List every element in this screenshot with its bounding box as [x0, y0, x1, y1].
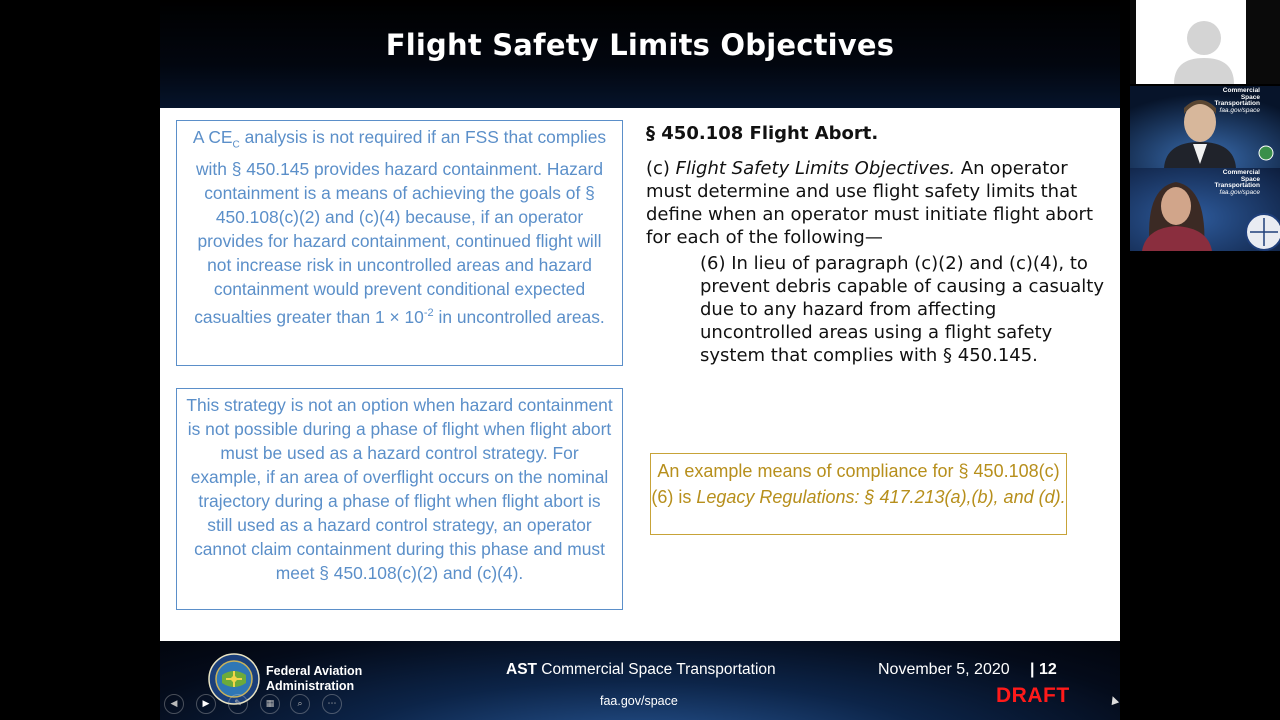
participant-tile-male[interactable]	[1130, 86, 1280, 168]
compliance-reference: Legacy Regulations: § 417.213(a),(b), and (d).	[696, 487, 1066, 507]
pen-icon[interactable]: ✎	[228, 694, 248, 714]
ast-name: Commercial Space Transportation	[537, 661, 776, 678]
ast-abbrev: AST	[506, 661, 537, 678]
participant-caption	[1214, 170, 1260, 196]
regulation-heading: § 450.108 Flight Abort.	[646, 123, 879, 144]
para-c-prefix: (c)	[646, 158, 676, 179]
regulation-paragraph-6: (6) In lieu of paragraph (c)(2) and (c)(4), to prevent debris capable of causing a casualty due to any hazard from affecting uncontrolled areas using a flight safety system that complies with § 450.145.	[700, 253, 1104, 366]
box1-text-a: A CE	[192, 127, 233, 147]
caption-line1: Commercial	[1222, 169, 1260, 176]
box1-text-c: in uncontrolled areas.	[433, 307, 605, 328]
grid-view-icon[interactable]: ▦	[260, 694, 280, 714]
faa-name-line1: Federal Aviation	[266, 664, 363, 678]
play-icon[interactable]: ▶	[196, 694, 216, 714]
footer-url: faa.gov/space	[600, 694, 678, 708]
page-number-value: 12	[1038, 661, 1057, 678]
compliance-box	[650, 453, 1067, 535]
page-number	[1030, 661, 1057, 679]
participant-tile-empty[interactable]	[1130, 0, 1280, 84]
caption-url: faa.gov/space	[1219, 188, 1260, 196]
compliance-text: An example means of compliance for § 450.108(c)(6) is	[651, 461, 1060, 507]
caption-line2: Space	[1240, 175, 1260, 183]
prev-slide-icon[interactable]: ◀	[164, 694, 184, 714]
caption-line3: Transportation	[1214, 100, 1260, 107]
more-icon[interactable]: ⋯	[322, 694, 342, 714]
slide-date: November 5, 2020	[878, 661, 1010, 678]
caption-line3: Transportation	[1214, 182, 1260, 189]
zoom-icon[interactable]: ⌕	[290, 694, 310, 714]
slide-title: Flight Safety Limits Objectives	[385, 28, 895, 62]
faa-name-line2: Administration	[266, 679, 355, 693]
caption-line2: Space	[1240, 93, 1260, 101]
participant-caption	[1214, 88, 1260, 114]
draft-stamp: DRAFT	[996, 684, 1070, 707]
box1-subscript: C	[232, 139, 240, 151]
faa-name	[266, 664, 362, 694]
containment-box	[176, 120, 623, 366]
page-separator: |	[1030, 661, 1035, 678]
ast-label	[506, 661, 776, 679]
slide-header	[160, 0, 1120, 108]
regulation-text	[646, 122, 1106, 367]
caption-line1: Commercial	[1222, 87, 1260, 94]
caption-url: faa.gov/space	[1219, 106, 1260, 114]
participant-tile-female[interactable]	[1130, 168, 1280, 251]
box1-superscript: -2	[423, 307, 434, 320]
regulation-paragraph-c	[646, 157, 1106, 249]
strategy-box: This strategy is not an option when hazard containment is not possible during a phase of flight when flight abort must be used as a hazard control strategy. For example, if an area of overflight occurs on the nominal trajectory during a phase of flight when flight abort is still used as a hazard control strategy, an operator cannot claim containment during this phase and must meet § 450.108(c)(2) and (c)(4).	[176, 388, 623, 610]
user-avatar-icon	[1130, 0, 1280, 84]
para-c-body: An operator must determine and use flight safety limits that define when an operator must initiate flight abort for each of the following—	[646, 158, 1094, 248]
box1-text-b: analysis is not required if an FSS that complies with § 450.145 provides hazard containment. Hazard containment is a means of achieving the goals of § 450.108(c)(2) and (c)(4) because, if an operator provides for hazard containment, continued flight will not increase risk in uncontrolled areas and hazard containment would prevent conditional expected casualties greater than 1 × 10	[194, 127, 607, 328]
slide	[160, 0, 1120, 720]
para-c-title: Flight Safety Limits Objectives.	[675, 158, 956, 179]
